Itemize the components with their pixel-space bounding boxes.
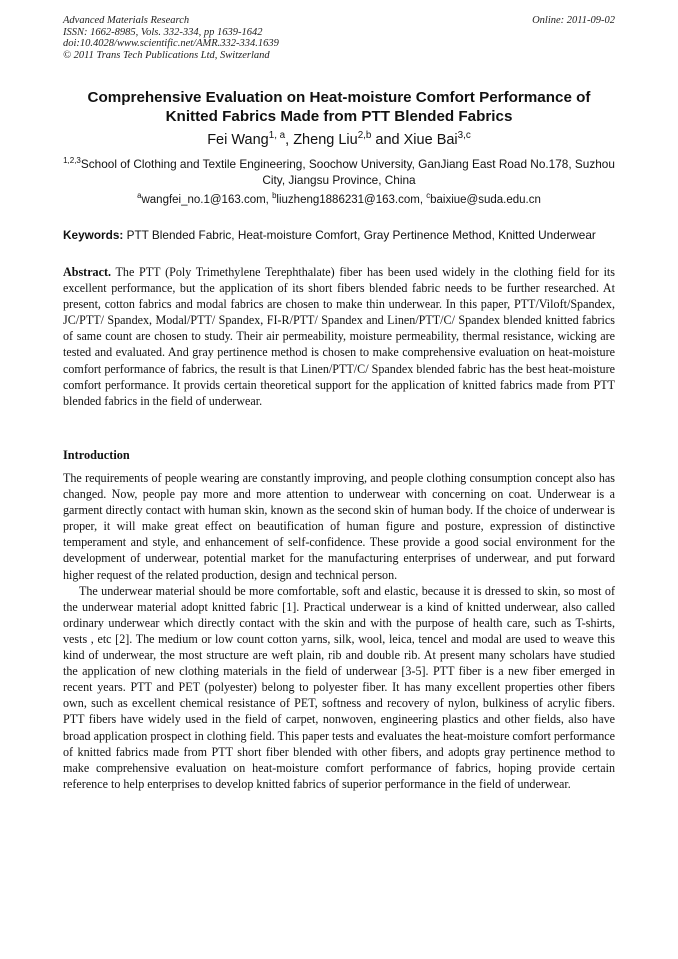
keywords-label: Keywords: xyxy=(63,228,124,242)
affiliation-mark: 1,2,3 xyxy=(63,156,81,166)
issn-line: ISSN: 1662-8985, Vols. 332-334, pp 1639-1642 xyxy=(63,26,263,38)
email-address: liuzheng1886231@163.com xyxy=(276,194,420,206)
email-list xyxy=(63,193,615,208)
author-affiliation-mark: 3,c xyxy=(457,130,471,142)
author-separator: and xyxy=(371,132,404,148)
abstract-label: Abstract. xyxy=(63,265,112,279)
email-address: wangfei_no.1@163.com xyxy=(141,194,266,206)
introduction-heading: Introduction xyxy=(63,448,130,462)
journal-name: Advanced Materials Research xyxy=(63,15,190,26)
abstract xyxy=(63,264,615,409)
author-affiliation-mark: 1, a xyxy=(268,130,286,142)
email-mark: c xyxy=(426,191,431,201)
introduction-paragraph: The requirements of people wearing are constantly improving, and people clothing consumption concept also has changed. Now, people pay more and more attention to underwear with concerning on coat. Underwear is a garment directly contact with human skin, known as the second skin of human body. If the choice of underwear is proper, it will make great effect on beautification of human figure and posture, expression of distinctive temperament and style, and enhancement of self-confidence. These provide a good social environment for the development of underwear, potential market for the manufacturing enterprises of underwear, and put forward higher request of the related production, design and technical person. xyxy=(63,471,615,582)
email-mark: b xyxy=(272,191,277,201)
author-name: Fei Wang xyxy=(207,132,269,148)
doi-line: doi:10.4028/www.scientific.net/AMR.332-334.1639 xyxy=(63,38,279,49)
author-separator: , xyxy=(285,132,294,148)
copyright-line: © 2011 Trans Tech Publications Ltd, Switzerland xyxy=(63,49,270,61)
author-name: Xiue Bai xyxy=(403,132,458,148)
keywords-text: PTT Blended Fabric, Heat-moisture Comfort, Gray Pertinence Method, Knitted Underwear xyxy=(123,228,596,242)
email-separator: , xyxy=(265,194,273,206)
email-address: baixiue@suda.edu.cn xyxy=(430,194,541,206)
introduction-body xyxy=(63,470,615,792)
affiliation xyxy=(63,156,615,188)
affiliation-text: School of Clothing and Textile Engineering, Soochow University, GanJiang East Road No.178, Suzhou City, Jiangsu Province, China xyxy=(80,157,615,187)
online-date: Online: 2011-09-02 xyxy=(532,15,615,26)
author-name: Zheng Liu xyxy=(293,132,358,148)
abstract-text: The PTT (Poly Trimethylene Terephthalate) fiber has been used widely in the clothing field for its excellent performance, but the application of its short fibers blended fabric needs to be further researched. At present, cotton fabrics and modal fabrics are chosen to make thin underwear. In this paper, PTT/Viloft/Spandex, JC/PTT/ Spandex, Modal/PTT/ Spandex, FI-R/PTT/ Spandex and Linen/PTT/C/ Spandex blended knitted fabrics of same count are chosen to study. Their air permeability, moisture permeability, thermal resistance, wicking are tested and evaluated. And gray pertinence method is chosen to make comprehensive evaluation on heat-moisture comfort performance of fabrics, the result is that Linen/PTT/C/ Spandex blended fabric has the best heat-moisture comfort performance. It provids certain theoretical support for the application of knitted fabrics made from PTT blended fabrics in the field of underwear. xyxy=(63,265,615,408)
email-separator: , xyxy=(419,194,427,206)
email-mark: a xyxy=(137,191,142,201)
introduction-paragraph: The underwear material should be more comfortable, soft and elastic, because it is dressed to skin, so most of the underwear material adopt knitted fabric [1]. Practical underwear is a kind of knitted underwear, also called ordinary underwear which directly contact with the skin and with the purpose of health care, such as T-shirts, vests , etc [2]. The medium or low count cotton yarns, silk, wool, leica, tencel and modal are used to weave this kind of underwear, the most structure are weft plain, rib and double rib. At present many scholars have studied the application of new clothing materials in the field of underwear [3-5]. PTT fiber is a new fiber emerged in recent years. PTT and PET (polyester) belong to polyester fiber. It has many excellent properties other fibers own, such as excellent chemical resistance of PET, softness and recovery of nylon, bulkiness of acrylic fibers. PTT fibers have widely used in the field of carpet, nonwoven, engineering plastics and other fields, also have broad application prospect in clothing field. This paper tests and evaluates the heat-moisture comfort performance of knitted fabrics made from PTT short fiber blended with other fibers, and adopts gray pertinence method to make comprehensive evaluation on heat-moisture comfort performance of fabrics, hoping provide certain reference to help enterprises to develop knitted fabrics of superior performance in the field of underwear. xyxy=(63,583,615,791)
keywords xyxy=(63,228,615,243)
journal-header xyxy=(63,15,615,61)
paper-title: Comprehensive Evaluation on Heat-moisture Comfort Performance of Knitted Fabrics Made from PTT Blended Fabrics xyxy=(87,89,591,125)
author-affiliation-mark: 2,b xyxy=(357,130,372,142)
author-list xyxy=(63,131,615,149)
